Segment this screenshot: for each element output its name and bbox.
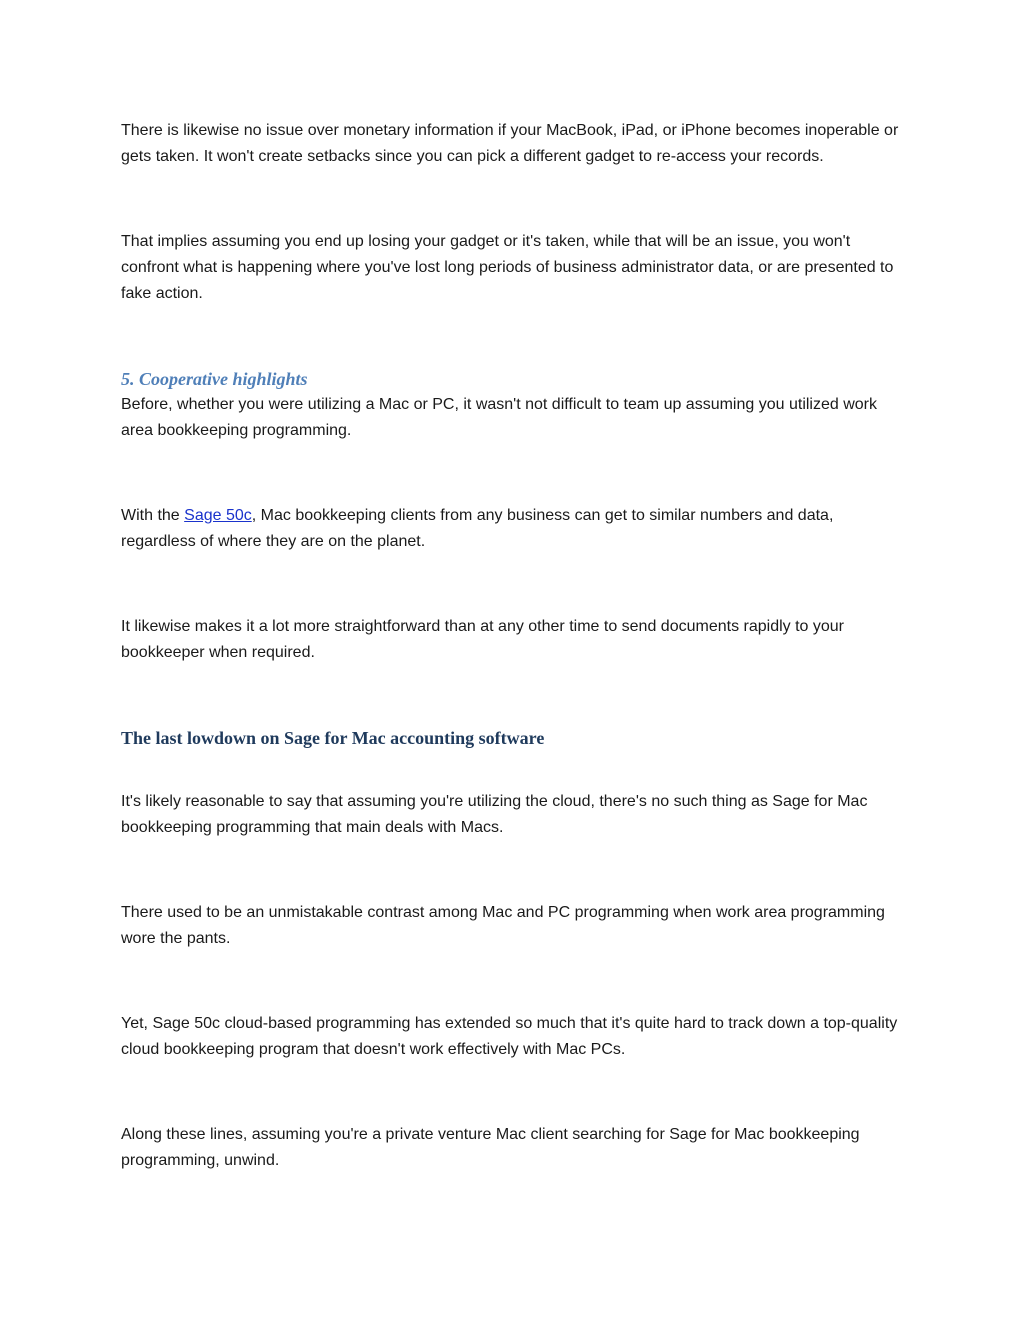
- paragraph-losing-gadget: That implies assuming you end up losing your gadget or it's taken, while that will be an issue, you won't confront what is happening where you've lost long periods of business administrator data, or are presented to fake action.: [121, 233, 894, 302]
- document-body: [121, 118, 906, 1174]
- paragraph-collaboration: Before, whether you were utilizing a Mac or PC, it wasn't not difficult to team up assuming you utilized work area bookkeeping programming.: [121, 396, 877, 439]
- paragraph-suffix: , Mac bookkeeping clients from any business can get to similar numbers and data, regardless of where they are on the planet.: [121, 507, 834, 550]
- sage-50c-link[interactable]: Sage 50c: [184, 507, 252, 524]
- section-heading-cooperative: 5. Cooperative highlights: [121, 369, 308, 389]
- paragraph-sage-cloud: Yet, Sage 50c cloud-based programming has extended so much that it's quite hard to track down a top-quality cloud bookkeeping program that doesn't work effectively with Mac PCs.: [121, 1015, 898, 1058]
- paragraph-lost-device: There is likewise no issue over monetary information if your MacBook, iPad, or iPhone becomes inoperable or gets taken. It won't create setbacks since you can pick a different gadget to re-access your records.: [121, 122, 899, 165]
- paragraph-contrast: There used to be an unmistakable contrast among Mac and PC programming when work area programming wore the pants.: [121, 904, 885, 947]
- paragraph-prefix: With the: [121, 507, 185, 524]
- paragraph-conclusion: Along these lines, assuming you're a private venture Mac client searching for Sage for Mac bookkeeping programming, unwind.: [121, 1126, 860, 1169]
- paragraph-cloud: It's likely reasonable to say that assuming you're utilizing the cloud, there's no such thing as Sage for Mac bookkeeping programming that main deals with Macs.: [121, 793, 868, 836]
- paragraph-send-documents: It likewise makes it a lot more straightforward than at any other time to send documents rapidly to your bookkeeper when required.: [121, 618, 844, 661]
- section-heading-final-lowdown: The last lowdown on Sage for Mac accounting software: [121, 728, 545, 748]
- paragraph-sage-50c: [121, 503, 906, 555]
